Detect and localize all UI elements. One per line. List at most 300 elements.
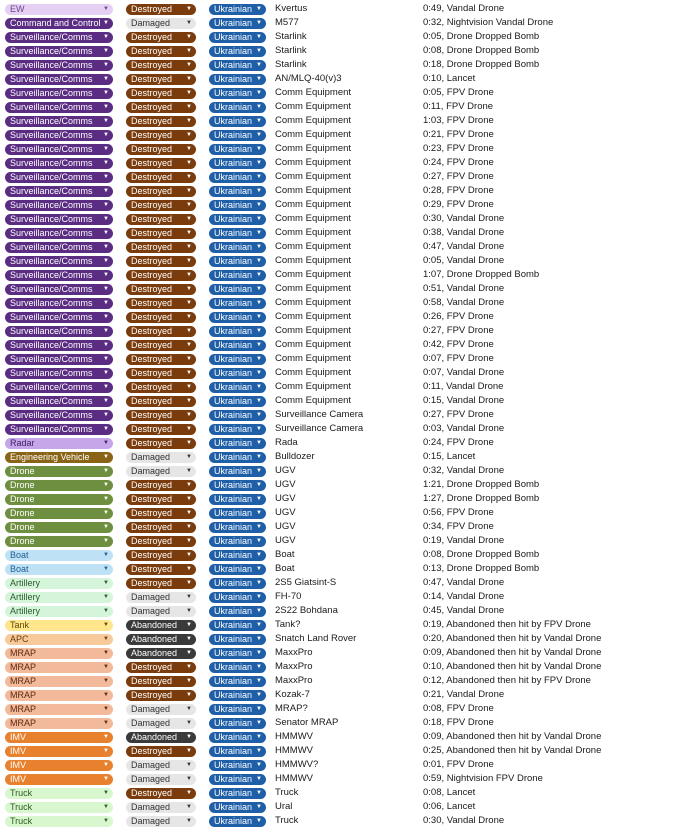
- status-select[interactable]: [126, 396, 196, 407]
- side-select[interactable]: [209, 452, 266, 463]
- table-row: [0, 744, 690, 758]
- side-select[interactable]: [209, 46, 266, 57]
- side-select[interactable]: [209, 676, 266, 687]
- side-select[interactable]: [209, 186, 266, 197]
- side-select[interactable]: [209, 522, 266, 533]
- system-cell: M577: [275, 17, 299, 28]
- chevron-down-icon: ▼: [256, 440, 262, 446]
- side-select[interactable]: [209, 144, 266, 155]
- status-select-label: Destroyed: [131, 578, 173, 588]
- category-select[interactable]: [5, 32, 113, 43]
- system-cell: Kozak-7: [275, 689, 310, 700]
- side-select[interactable]: [209, 354, 266, 365]
- category-select[interactable]: [5, 760, 113, 771]
- side-select[interactable]: [209, 214, 266, 225]
- side-select[interactable]: [209, 410, 266, 421]
- chevron-down-icon: ▼: [103, 90, 109, 96]
- category-select[interactable]: [5, 676, 113, 687]
- side-select[interactable]: [209, 102, 266, 113]
- status-select-label: Destroyed: [131, 676, 173, 686]
- chevron-down-icon: ▼: [103, 258, 109, 264]
- category-select-label: Drone: [10, 466, 35, 476]
- category-select[interactable]: [5, 788, 113, 799]
- category-select[interactable]: [5, 340, 113, 351]
- status-select-label: Destroyed: [131, 284, 173, 294]
- chevron-down-icon: ▼: [103, 202, 109, 208]
- status-select-label: Destroyed: [131, 186, 173, 196]
- chevron-down-icon: ▼: [186, 636, 192, 642]
- side-select[interactable]: [209, 158, 266, 169]
- category-select[interactable]: [5, 60, 113, 71]
- category-select[interactable]: [5, 732, 113, 743]
- category-select[interactable]: [5, 116, 113, 127]
- status-select[interactable]: [126, 270, 196, 281]
- category-select[interactable]: [5, 536, 113, 547]
- side-select[interactable]: [209, 620, 266, 631]
- table-row: [0, 814, 690, 828]
- side-select[interactable]: [209, 424, 266, 435]
- side-select-label: Ukrainian: [214, 368, 253, 378]
- side-select[interactable]: [209, 200, 266, 211]
- status-select[interactable]: [126, 788, 196, 799]
- status-select[interactable]: [126, 704, 196, 715]
- chevron-down-icon: ▼: [103, 538, 109, 544]
- side-select-label: Ukrainian: [214, 648, 253, 658]
- category-select[interactable]: [5, 88, 113, 99]
- category-select-label: Surveillance/Comms: [10, 186, 93, 196]
- system-cell: Ural: [275, 801, 293, 812]
- chevron-down-icon: ▼: [103, 580, 109, 586]
- status-select[interactable]: [126, 746, 196, 757]
- side-select[interactable]: [209, 116, 266, 127]
- category-select-label: Surveillance/Comms: [10, 144, 93, 154]
- system-cell: Comm Equipment: [275, 157, 352, 168]
- chevron-down-icon: ▼: [103, 734, 109, 740]
- table-row: [0, 786, 690, 800]
- side-select-label: Ukrainian: [214, 508, 253, 518]
- side-select[interactable]: [209, 606, 266, 617]
- category-select[interactable]: [5, 214, 113, 225]
- notes-cell: 0:30, Vandal Drone: [423, 213, 505, 224]
- category-select[interactable]: [5, 130, 113, 141]
- notes-cell: 0:45, Vandal Drone: [423, 605, 505, 616]
- side-select[interactable]: [209, 480, 266, 491]
- status-select-label: Destroyed: [131, 536, 173, 546]
- side-select[interactable]: [209, 172, 266, 183]
- side-select-label: Ukrainian: [214, 298, 253, 308]
- side-select[interactable]: [209, 536, 266, 547]
- status-select[interactable]: [126, 438, 196, 449]
- category-select[interactable]: [5, 424, 113, 435]
- chevron-down-icon: ▼: [256, 244, 262, 250]
- side-select[interactable]: [209, 732, 266, 743]
- category-select[interactable]: [5, 228, 113, 239]
- table-row: [0, 450, 690, 464]
- side-select[interactable]: [209, 74, 266, 85]
- chevron-down-icon: ▼: [103, 398, 109, 404]
- table-row: [0, 44, 690, 58]
- status-select[interactable]: [126, 340, 196, 351]
- side-select[interactable]: [209, 130, 266, 141]
- status-select[interactable]: [126, 802, 196, 813]
- status-select[interactable]: [126, 732, 196, 743]
- category-select[interactable]: [5, 158, 113, 169]
- category-select-label: Surveillance/Comms: [10, 424, 93, 434]
- status-select-label: Damaged: [131, 606, 171, 616]
- side-select-label: Ukrainian: [214, 312, 253, 322]
- status-select[interactable]: [126, 564, 196, 575]
- status-select[interactable]: [126, 368, 196, 379]
- status-select[interactable]: [126, 88, 196, 99]
- side-select[interactable]: [209, 578, 266, 589]
- side-select[interactable]: [209, 326, 266, 337]
- notes-cell: 0:11, FPV Drone: [423, 101, 494, 112]
- status-select[interactable]: [126, 816, 196, 827]
- status-select[interactable]: [126, 102, 196, 113]
- category-select[interactable]: [5, 102, 113, 113]
- status-select-label: Destroyed: [131, 746, 173, 756]
- chevron-down-icon: ▼: [186, 748, 192, 754]
- notes-cell: 0:19, Vandal Drone: [423, 535, 505, 546]
- chevron-down-icon: ▼: [256, 496, 262, 502]
- category-select[interactable]: [5, 466, 113, 477]
- notes-cell: 0:30, Vandal Drone: [423, 815, 505, 826]
- notes-cell: 0:07, Vandal Drone: [423, 367, 505, 378]
- side-select[interactable]: [209, 256, 266, 267]
- status-select[interactable]: [126, 480, 196, 491]
- category-select[interactable]: [5, 326, 113, 337]
- status-select[interactable]: [126, 760, 196, 771]
- side-select[interactable]: [209, 802, 266, 813]
- category-select[interactable]: [5, 606, 113, 617]
- side-select[interactable]: [209, 634, 266, 645]
- status-select[interactable]: [126, 200, 196, 211]
- side-select[interactable]: [209, 396, 266, 407]
- category-select-label: Surveillance/Comms: [10, 326, 93, 336]
- side-select-label: Ukrainian: [214, 578, 253, 588]
- category-select-label: Truck: [10, 802, 33, 812]
- status-select-label: Destroyed: [131, 438, 173, 448]
- status-select-label: Destroyed: [131, 32, 173, 42]
- side-select-label: Ukrainian: [214, 592, 253, 602]
- chevron-down-icon: ▼: [256, 790, 262, 796]
- status-select[interactable]: [126, 172, 196, 183]
- table-row: [0, 674, 690, 688]
- system-cell: Comm Equipment: [275, 381, 352, 392]
- chevron-down-icon: ▼: [256, 328, 262, 334]
- category-select[interactable]: [5, 746, 113, 757]
- status-select[interactable]: [126, 592, 196, 603]
- category-select[interactable]: [5, 354, 113, 365]
- status-select[interactable]: [126, 256, 196, 267]
- chevron-down-icon: ▼: [186, 440, 192, 446]
- category-select[interactable]: [5, 270, 113, 281]
- side-select[interactable]: [209, 760, 266, 771]
- category-select[interactable]: [5, 74, 113, 85]
- side-select[interactable]: [209, 284, 266, 295]
- status-select-label: Destroyed: [131, 326, 173, 336]
- status-select[interactable]: [126, 158, 196, 169]
- status-select[interactable]: [126, 690, 196, 701]
- side-select[interactable]: [209, 550, 266, 561]
- status-select[interactable]: [126, 578, 196, 589]
- category-select[interactable]: [5, 718, 113, 729]
- side-select[interactable]: [209, 382, 266, 393]
- category-select-label: Drone: [10, 522, 35, 532]
- status-select[interactable]: [126, 116, 196, 127]
- status-select[interactable]: [126, 242, 196, 253]
- status-select[interactable]: [126, 774, 196, 785]
- status-select[interactable]: [126, 620, 196, 631]
- notes-cell: 0:24, FPV Drone: [423, 437, 494, 448]
- side-select[interactable]: [209, 438, 266, 449]
- chevron-down-icon: ▼: [186, 412, 192, 418]
- status-select[interactable]: [126, 522, 196, 533]
- category-select[interactable]: [5, 172, 113, 183]
- category-select[interactable]: [5, 4, 113, 15]
- chevron-down-icon: ▼: [103, 622, 109, 628]
- chevron-down-icon: ▼: [186, 790, 192, 796]
- category-select[interactable]: [5, 648, 113, 659]
- category-select[interactable]: [5, 312, 113, 323]
- side-select[interactable]: [209, 32, 266, 43]
- side-select[interactable]: [209, 564, 266, 575]
- side-select[interactable]: [209, 690, 266, 701]
- side-select-label: Ukrainian: [214, 32, 253, 42]
- side-select[interactable]: [209, 368, 266, 379]
- chevron-down-icon: ▼: [186, 370, 192, 376]
- notes-cell: 1:07, Drone Dropped Bomb: [423, 269, 540, 280]
- category-select[interactable]: [5, 522, 113, 533]
- system-cell: Comm Equipment: [275, 241, 352, 252]
- status-select[interactable]: [126, 466, 196, 477]
- status-select[interactable]: [126, 130, 196, 141]
- category-select-label: Command and Control: [10, 18, 101, 28]
- category-select[interactable]: [5, 382, 113, 393]
- side-select[interactable]: [209, 788, 266, 799]
- category-select[interactable]: [5, 620, 113, 631]
- system-cell: Comm Equipment: [275, 255, 352, 266]
- side-select[interactable]: [209, 340, 266, 351]
- side-select[interactable]: [209, 508, 266, 519]
- side-select[interactable]: [209, 228, 266, 239]
- status-select[interactable]: [126, 214, 196, 225]
- category-select-label: Surveillance/Comms: [10, 88, 93, 98]
- system-cell: Truck: [275, 787, 299, 798]
- status-select[interactable]: [126, 508, 196, 519]
- status-select-label: Destroyed: [131, 788, 173, 798]
- status-select[interactable]: [126, 424, 196, 435]
- status-select[interactable]: [126, 536, 196, 547]
- category-select-label: MRAP: [10, 662, 37, 672]
- status-select[interactable]: [126, 410, 196, 421]
- category-select-label: Surveillance/Comms: [10, 340, 93, 350]
- category-select[interactable]: [5, 494, 113, 505]
- status-select[interactable]: [126, 648, 196, 659]
- category-select[interactable]: [5, 662, 113, 673]
- status-select-label: Destroyed: [131, 242, 173, 252]
- notes-cell: 1:03, FPV Drone: [423, 115, 494, 126]
- chevron-down-icon: ▼: [103, 804, 109, 810]
- notes-cell: 0:27, FPV Drone: [423, 409, 494, 420]
- status-select-label: Abandoned: [131, 732, 178, 742]
- category-select[interactable]: [5, 634, 113, 645]
- category-select[interactable]: [5, 242, 113, 253]
- category-select[interactable]: [5, 774, 113, 785]
- table-row: [0, 576, 690, 590]
- side-select[interactable]: [209, 718, 266, 729]
- status-select[interactable]: [126, 606, 196, 617]
- notes-cell: 0:28, FPV Drone: [423, 185, 494, 196]
- system-cell: MaxxPro: [275, 675, 313, 686]
- table-row: [0, 716, 690, 730]
- chevron-down-icon: ▼: [103, 762, 109, 768]
- table-row: [0, 296, 690, 310]
- status-select[interactable]: [126, 298, 196, 309]
- side-select[interactable]: [209, 662, 266, 673]
- status-select[interactable]: [126, 46, 196, 57]
- side-select[interactable]: [209, 88, 266, 99]
- side-select[interactable]: [209, 704, 266, 715]
- category-select[interactable]: [5, 690, 113, 701]
- status-select[interactable]: [126, 32, 196, 43]
- chevron-down-icon: ▼: [186, 160, 192, 166]
- chevron-down-icon: ▼: [256, 804, 262, 810]
- status-select[interactable]: [126, 550, 196, 561]
- chevron-down-icon: ▼: [256, 20, 262, 26]
- category-select[interactable]: [5, 18, 113, 29]
- status-select[interactable]: [126, 634, 196, 645]
- table-row: [0, 142, 690, 156]
- chevron-down-icon: ▼: [186, 398, 192, 404]
- status-select[interactable]: [126, 326, 196, 337]
- status-select[interactable]: [126, 4, 196, 15]
- side-select[interactable]: [209, 60, 266, 71]
- side-select[interactable]: [209, 466, 266, 477]
- category-select-label: Surveillance/Comms: [10, 172, 93, 182]
- status-select[interactable]: [126, 228, 196, 239]
- status-select[interactable]: [126, 144, 196, 155]
- category-select[interactable]: [5, 704, 113, 715]
- side-select[interactable]: [209, 774, 266, 785]
- category-select[interactable]: [5, 802, 113, 813]
- notes-cell: 0:34, FPV Drone: [423, 521, 494, 532]
- system-cell: Bulldozer: [275, 451, 315, 462]
- status-select[interactable]: [126, 662, 196, 673]
- chevron-down-icon: ▼: [186, 118, 192, 124]
- chevron-down-icon: ▼: [256, 538, 262, 544]
- system-cell: MaxxPro: [275, 661, 313, 672]
- status-select[interactable]: [126, 676, 196, 687]
- notes-cell: 0:29, FPV Drone: [423, 199, 494, 210]
- category-select[interactable]: [5, 368, 113, 379]
- status-select[interactable]: [126, 452, 196, 463]
- status-select-label: Damaged: [131, 816, 171, 826]
- status-select[interactable]: [126, 60, 196, 71]
- system-cell: HMMWV: [275, 745, 313, 756]
- category-select[interactable]: [5, 550, 113, 561]
- category-select-label: Drone: [10, 494, 35, 504]
- category-select[interactable]: [5, 578, 113, 589]
- category-select[interactable]: [5, 284, 113, 295]
- category-select[interactable]: [5, 200, 113, 211]
- status-select[interactable]: [126, 354, 196, 365]
- chevron-down-icon: ▼: [256, 34, 262, 40]
- table-row: [0, 212, 690, 226]
- system-cell: Starlink: [275, 59, 307, 70]
- chevron-down-icon: ▼: [256, 398, 262, 404]
- chevron-down-icon: ▼: [103, 650, 109, 656]
- side-select[interactable]: [209, 298, 266, 309]
- side-select[interactable]: [209, 746, 266, 757]
- side-select[interactable]: [209, 4, 266, 15]
- notes-cell: 0:05, Vandal Drone: [423, 255, 505, 266]
- side-select[interactable]: [209, 270, 266, 281]
- table-row: [0, 688, 690, 702]
- table-row: [0, 660, 690, 674]
- status-select[interactable]: [126, 18, 196, 29]
- category-select[interactable]: [5, 480, 113, 491]
- status-select[interactable]: [126, 284, 196, 295]
- category-select[interactable]: [5, 46, 113, 57]
- table-row: [0, 198, 690, 212]
- side-select[interactable]: [209, 648, 266, 659]
- category-select[interactable]: [5, 144, 113, 155]
- category-select-label: MRAP: [10, 676, 37, 686]
- chevron-down-icon: ▼: [186, 734, 192, 740]
- side-select-label: Ukrainian: [214, 746, 253, 756]
- chevron-down-icon: ▼: [186, 174, 192, 180]
- table-row: [0, 170, 690, 184]
- side-select[interactable]: [209, 312, 266, 323]
- category-select[interactable]: [5, 438, 113, 449]
- status-select[interactable]: [126, 718, 196, 729]
- side-select[interactable]: [209, 592, 266, 603]
- chevron-down-icon: ▼: [256, 468, 262, 474]
- side-select-label: Ukrainian: [214, 340, 253, 350]
- category-select[interactable]: [5, 256, 113, 267]
- category-select[interactable]: [5, 592, 113, 603]
- category-select[interactable]: [5, 396, 113, 407]
- side-select[interactable]: [209, 816, 266, 827]
- category-select[interactable]: [5, 508, 113, 519]
- category-select[interactable]: [5, 564, 113, 575]
- chevron-down-icon: ▼: [186, 566, 192, 572]
- category-select-label: Boat: [10, 564, 29, 574]
- chevron-down-icon: ▼: [103, 174, 109, 180]
- category-select[interactable]: [5, 410, 113, 421]
- status-select[interactable]: [126, 312, 196, 323]
- side-select[interactable]: [209, 18, 266, 29]
- category-select[interactable]: [5, 816, 113, 827]
- status-select-label: Destroyed: [131, 60, 173, 70]
- category-select[interactable]: [5, 298, 113, 309]
- status-select[interactable]: [126, 74, 196, 85]
- category-select[interactable]: [5, 452, 113, 463]
- status-select[interactable]: [126, 186, 196, 197]
- side-select-label: Ukrainian: [214, 788, 253, 798]
- status-select[interactable]: [126, 494, 196, 505]
- category-select[interactable]: [5, 186, 113, 197]
- table-row: [0, 632, 690, 646]
- chevron-down-icon: ▼: [256, 594, 262, 600]
- status-select[interactable]: [126, 382, 196, 393]
- chevron-down-icon: ▼: [256, 104, 262, 110]
- notes-cell: 0:05, Drone Dropped Bomb: [423, 31, 540, 42]
- side-select[interactable]: [209, 494, 266, 505]
- chevron-down-icon: ▼: [256, 160, 262, 166]
- side-select[interactable]: [209, 242, 266, 253]
